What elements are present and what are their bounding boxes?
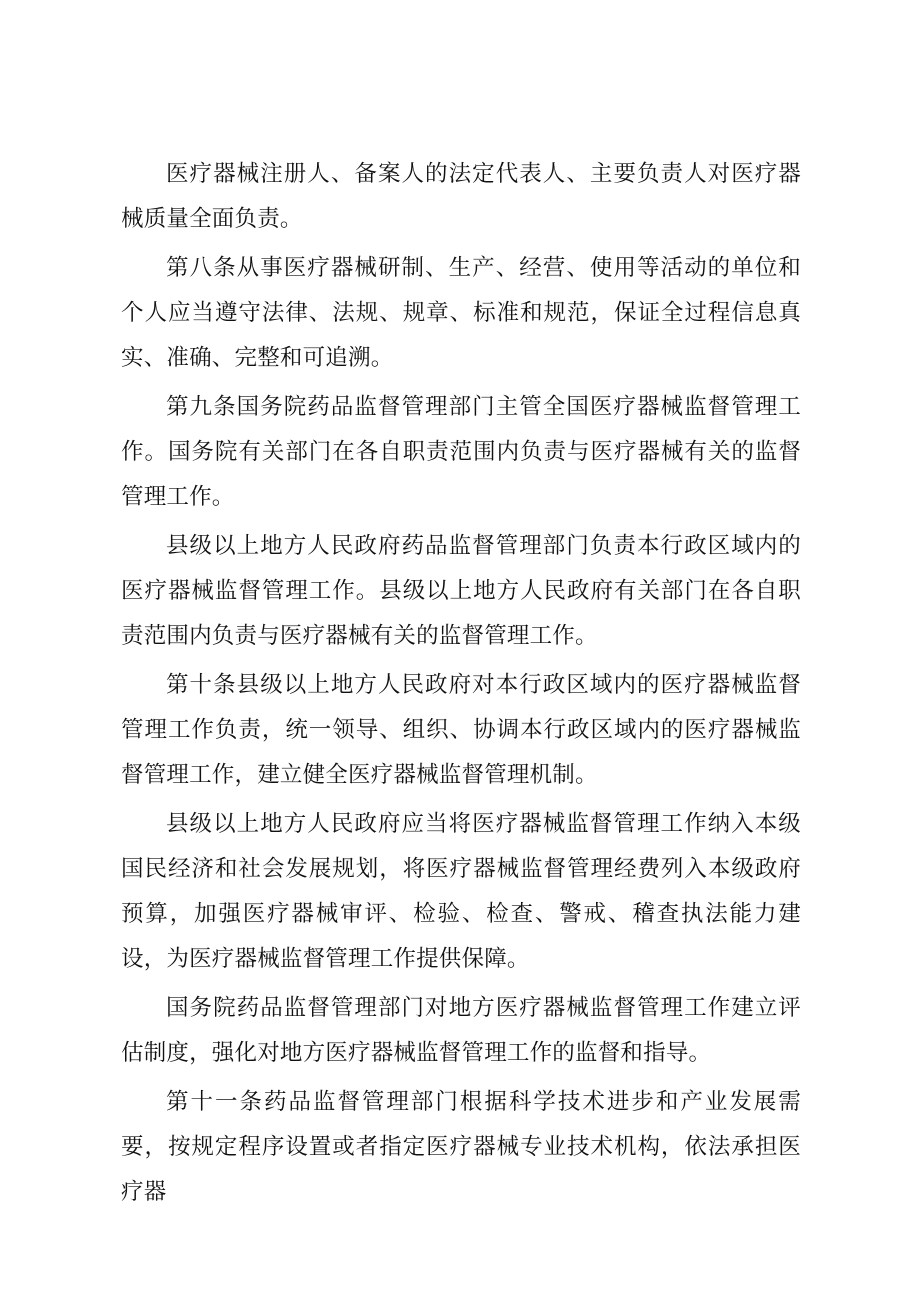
paragraph-4: 县级以上地方人民政府药品监督管理部门负责本行政区域内的医疗器械监督管理工作。县级以上地方人民政府有关部门在各自职责范围内负责与医疗器械有关的监督管理工作。 <box>121 533 801 649</box>
paragraph-3: 第九条国务院药品监督管理部门主管全国医疗器械监督管理工作。国务院有关部门在各自职责范围内负责与医疗器械有关的监督管理工作。 <box>121 394 801 510</box>
paragraph-2: 第八条从事医疗器械研制、生产、经营、使用等活动的单位和个人应当遵守法律、法规、规章、标准和规范，保证全过程信息真实、准确、完整和可追溯。 <box>121 255 801 371</box>
paragraph-5: 第十条县级以上地方人民政府对本行政区域内的医疗器械监督管理工作负责，统一领导、组织、协调本行政区域内的医疗器械监督管理工作，建立健全医疗器械监督管理机制。 <box>121 672 801 788</box>
paragraph-7: 国务院药品监督管理部门对地方医疗器械监督管理工作建立评估制度，强化对地方医疗器械监督管理工作的监督和指导。 <box>121 995 801 1066</box>
document-body <box>121 152 801 1219</box>
paragraph-8: 第十一条药品监督管理部门根据科学技术进步和产业发展需要，按规定程序设置或者指定医疗器械专业技术机构，依法承担医疗器 <box>121 1089 801 1205</box>
paragraph-6: 县级以上地方人民政府应当将医疗器械监督管理工作纳入本级国民经济和社会发展规划，将医疗器械监督管理经费列入本级政府预算，加强医疗器械审评、检验、检查、警戒、稽查执法能力建设，为医疗器械监督管理工作提供保障。 <box>121 811 801 972</box>
paragraph-1: 医疗器械注册人、备案人的法定代表人、主要负责人对医疗器械质量全面负责。 <box>121 161 801 232</box>
